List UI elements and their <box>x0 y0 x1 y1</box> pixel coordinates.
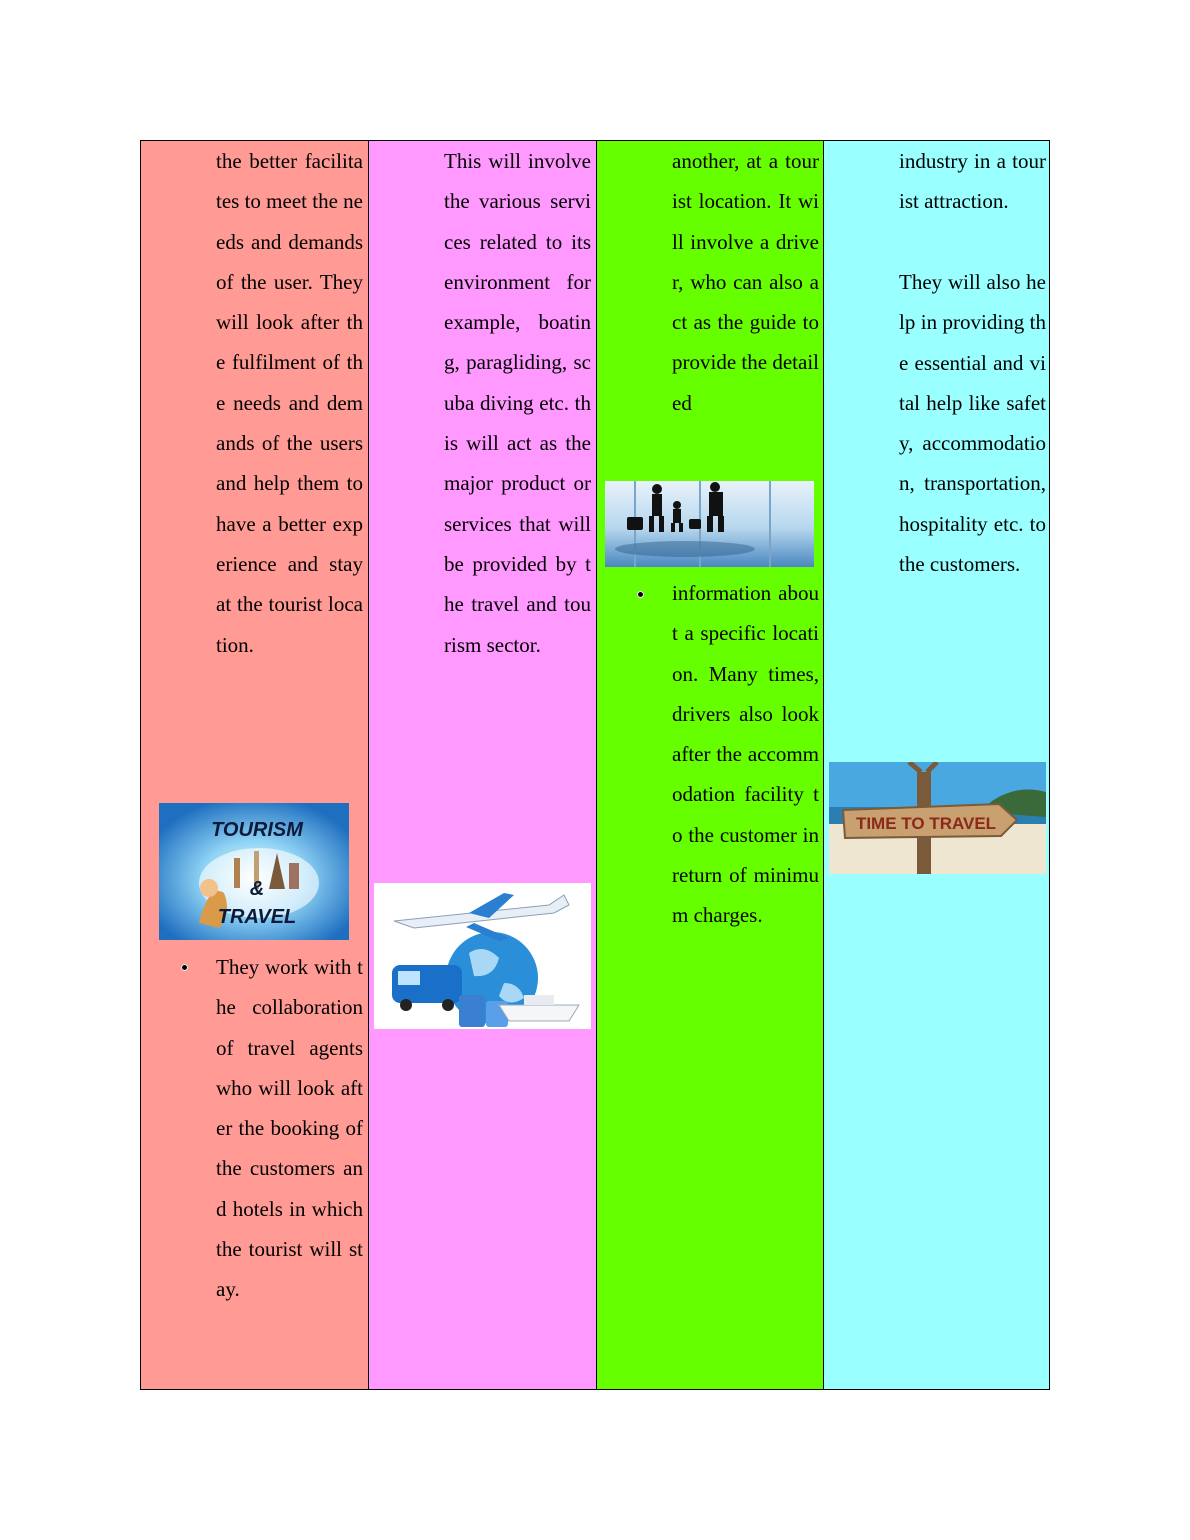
column-4-paragraph-2: They will also help in providing the essential and vital help like safety, accommodation, transportation, hospitality etc. to the customers. <box>899 270 1046 577</box>
content-table <box>140 140 1050 1390</box>
plane-globe-image <box>374 883 591 1029</box>
table-column-2 <box>368 141 596 1389</box>
column-3-paragraph-2: information about a specific location. Many times, drivers also look after the accommodation facility to the customer in return of minimum charges. <box>672 581 819 928</box>
bullet-icon <box>181 964 188 971</box>
bullet-icon <box>637 591 644 598</box>
travel-text: TRAVEL <box>217 906 297 928</box>
time-to-travel-sign-text: TIME TO TRAVEL <box>855 814 997 833</box>
table-column-1 <box>141 141 368 1389</box>
column-4-paragraph-1: industry in a tourist attraction. <box>899 149 1046 214</box>
column-1-paragraph-1: the better facilitates to meet the needs and demands of the user. They will look after the fulfilment of the needs and demands of the users and help them to have a better experience and stay at the tourist location. <box>216 149 363 657</box>
time-to-travel-image <box>829 762 1046 874</box>
table-column-3 <box>596 141 823 1389</box>
table-column-4 <box>823 141 1049 1389</box>
column-3-paragraph-1: another, at a tourist location. It will involve a driver, who can also act as the guide to provide the detailed <box>672 149 819 415</box>
ampersand-text: & <box>249 878 265 900</box>
column-1-paragraph-2: They work with the collaboration of travel agents who will look after the booking of the customers and hotels in which the tourist will stay. <box>216 955 363 1302</box>
travellers-airport-image <box>605 481 814 567</box>
column-2-paragraph-1: This will involve the various services related to its environment for example, boating, paragliding, scuba diving etc. this will act as the major product or services that will be provided by the travel and tourism sector. <box>444 149 591 657</box>
tourism-text: TOURISM <box>211 819 303 841</box>
tourism-travel-image <box>159 803 349 940</box>
